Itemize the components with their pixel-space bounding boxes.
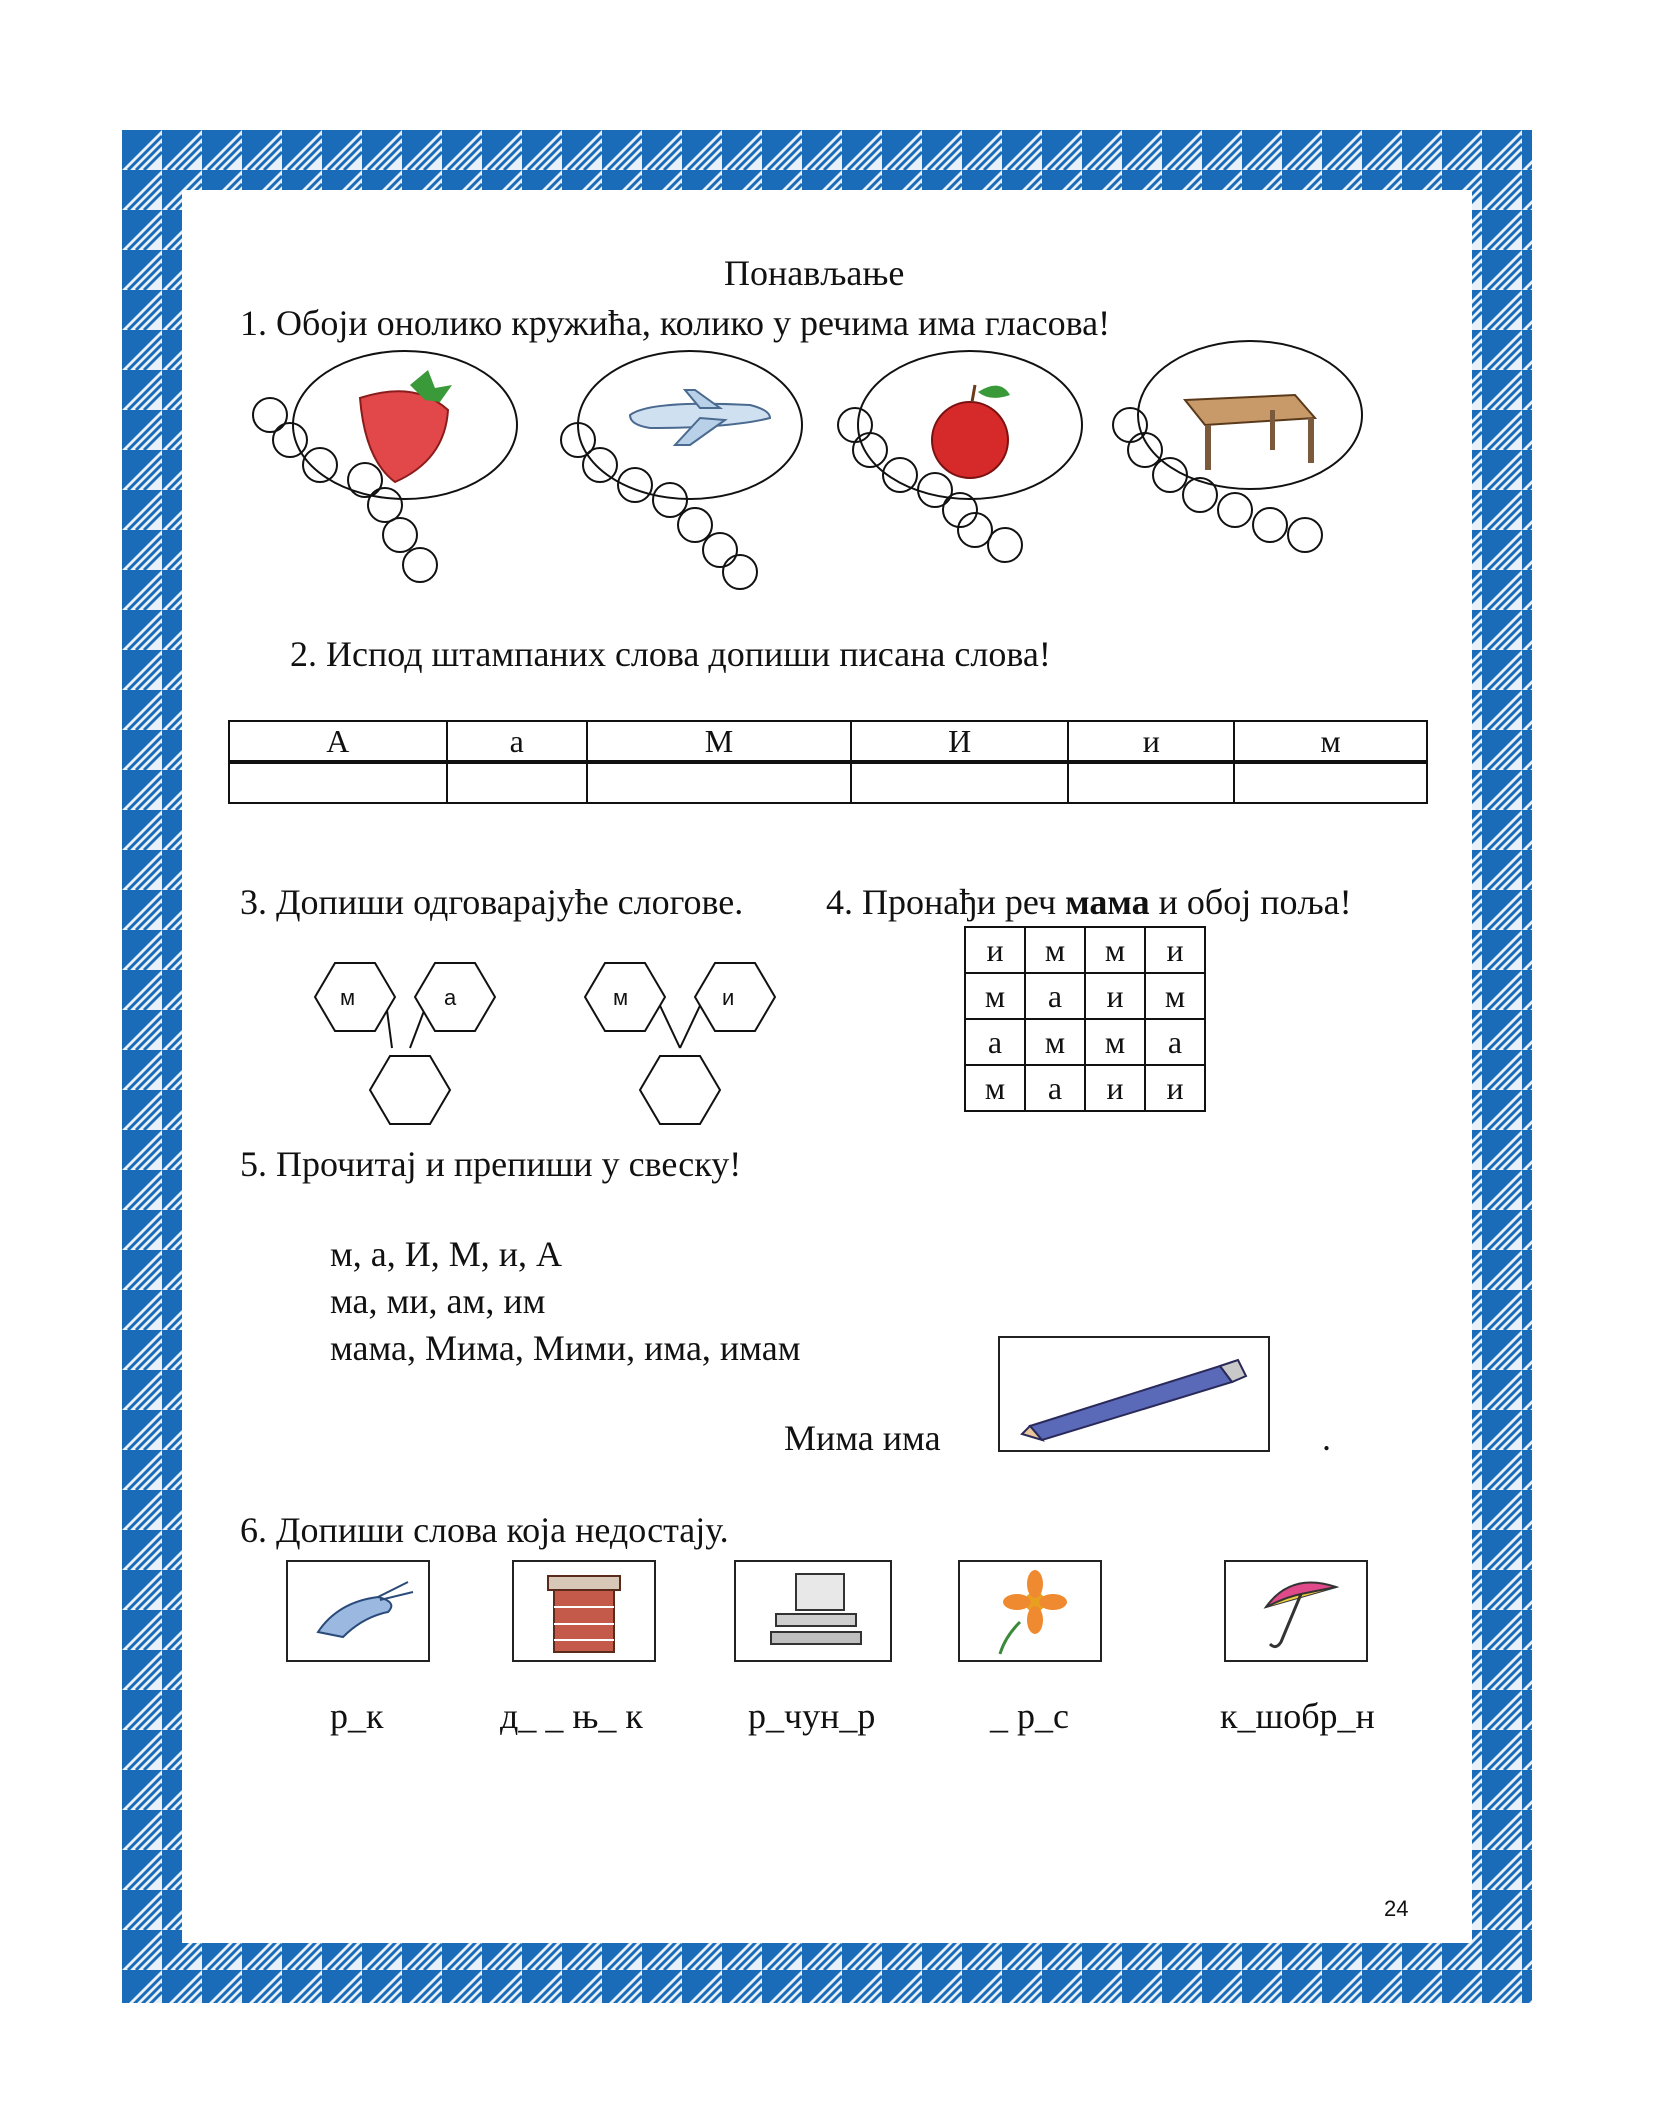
hex-syllable: а — [444, 985, 457, 1010]
picture-box-3 — [734, 1560, 892, 1662]
missing-letters-word: _ р_с — [990, 1696, 1069, 1736]
write-cell[interactable] — [229, 762, 447, 803]
grid-cell[interactable]: и — [965, 927, 1025, 973]
grid-cell[interactable]: м — [1085, 1019, 1145, 1065]
picture-box-4 — [958, 1560, 1102, 1662]
grid-cell[interactable]: и — [1145, 927, 1205, 973]
page-title: Понављање — [724, 253, 905, 293]
printed-letter: М — [587, 721, 851, 762]
task2-heading: 2. Испод штампаних слова допиши писана слова! — [290, 634, 1051, 674]
printed-letter: м — [1234, 721, 1427, 762]
reading-line: ма, ми, ам, им — [330, 1281, 546, 1321]
hex-syllable: м — [340, 985, 356, 1010]
missing-letters-word: р_к — [330, 1696, 384, 1736]
shrimp-icon — [288, 1562, 428, 1660]
picture-box-5 — [1224, 1560, 1368, 1662]
letters-table — [228, 720, 1428, 804]
pencil-icon — [1000, 1338, 1268, 1450]
grid-cell[interactable]: а — [1145, 1019, 1205, 1065]
hex-syllable: и — [722, 985, 735, 1010]
grid-cell[interactable]: м — [1145, 973, 1205, 1019]
grid-cell[interactable]: м — [965, 1065, 1025, 1111]
grid-cell[interactable]: и — [1085, 973, 1145, 1019]
grid-cell[interactable]: м — [1025, 927, 1085, 973]
task6-heading: 6. Допиши слова која недостају. — [240, 1510, 729, 1550]
printed-letter: И — [851, 721, 1069, 762]
computer-icon — [736, 1562, 890, 1660]
grid-cell[interactable]: и — [1145, 1065, 1205, 1111]
table-icon — [1185, 395, 1315, 470]
pencil-picture — [998, 1336, 1270, 1452]
task4-heading: 4. Пронађи реч мама и обој поља! — [826, 882, 1352, 922]
task1-bubbles — [230, 340, 1400, 600]
missing-letters-word: р_чун_р — [748, 1696, 876, 1736]
task5-heading: 5. Прочитај и препиши у свеску! — [240, 1144, 742, 1184]
write-cell[interactable] — [851, 762, 1069, 803]
grid-cell[interactable]: м — [1085, 927, 1145, 973]
apple-icon — [932, 385, 1010, 478]
grid-cell[interactable]: а — [1025, 973, 1085, 1019]
chimney-icon — [514, 1562, 654, 1660]
reading-line: м, а, И, М, и, А — [330, 1234, 563, 1274]
write-cell[interactable] — [447, 762, 587, 803]
umbrella-icon — [1226, 1562, 1366, 1660]
write-cell[interactable] — [1068, 762, 1234, 803]
write-cell[interactable] — [587, 762, 851, 803]
grid-cell[interactable]: а — [1025, 1065, 1085, 1111]
hexagon-answer-2[interactable] — [640, 1056, 720, 1124]
write-cell[interactable] — [1234, 762, 1427, 803]
grid-cell[interactable]: м — [1025, 1019, 1085, 1065]
task1-heading: 1. Обоји онолико кружића, колико у речима има гласова! — [240, 303, 1111, 343]
hex-syllable: м — [613, 985, 629, 1010]
airplane-icon — [630, 390, 770, 445]
picture-box-2 — [512, 1560, 656, 1662]
reading-line: мама, Мима, Мими, има, имам — [330, 1328, 801, 1368]
picture-box-1 — [286, 1560, 430, 1662]
sentence-text: Мима има — [784, 1418, 941, 1458]
grid-cell[interactable]: и — [1085, 1065, 1145, 1111]
task3-heading: 3. Допиши одговарајуће слогове. — [240, 882, 744, 922]
missing-letters-word: к_шобр_н — [1220, 1696, 1375, 1736]
syllable-hexagons — [310, 955, 790, 1125]
hexagon-answer-1[interactable] — [370, 1056, 450, 1124]
grid-cell[interactable]: а — [965, 1019, 1025, 1065]
printed-letter: А — [229, 721, 447, 762]
flower-icon — [960, 1562, 1100, 1660]
printed-letter: а — [447, 721, 587, 762]
missing-letters-word: д_ _ њ_ к — [500, 1696, 643, 1736]
printed-letter: и — [1068, 721, 1234, 762]
page-number: 24 — [1384, 1896, 1409, 1921]
grid-cell[interactable]: м — [965, 973, 1025, 1019]
sentence-end: . — [1322, 1418, 1331, 1458]
word-search-grid — [964, 926, 1206, 1112]
